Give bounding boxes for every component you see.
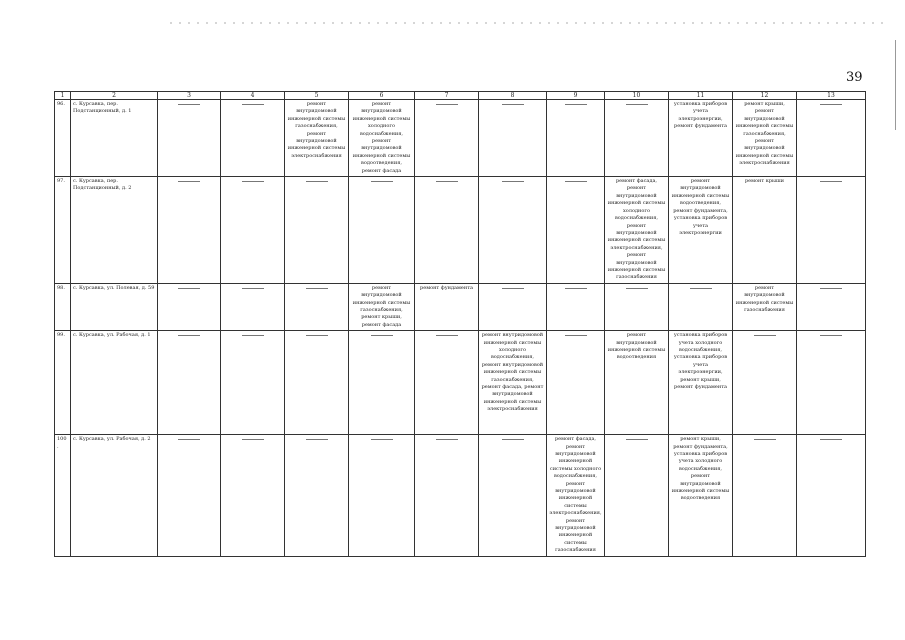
- empty-cell: [415, 100, 479, 177]
- empty-cell: [158, 177, 221, 284]
- address-cell: с. Курсавка, ул. Рабочая, д. 2: [71, 435, 158, 557]
- empty-cell: [285, 177, 349, 284]
- work-cell: ремонт фасада, ремонт внутридомовой инженерной системы холодного водоснабжения, ремонт внутридомовой инженерной системы электроснабжения, ремонт внутридомовой инженерной системы газоснабжения: [547, 435, 605, 557]
- empty-cell: [158, 283, 221, 330]
- table-row: [55, 100, 866, 177]
- dash-mark: [626, 104, 648, 105]
- work-cell: ремонт фасада, ремонт внутридомовой инженерной системы холодного водоснабжения, ремонт внутридомовой инженерной системы электроснабжения, ремонт внутридомовой инженерной системы газоснабжения: [605, 177, 669, 284]
- scan-edge: [895, 40, 896, 130]
- dash-mark: [178, 181, 200, 182]
- header-cell: 7: [415, 92, 479, 100]
- header-cell: 10: [605, 92, 669, 100]
- row-number: 97.: [55, 177, 71, 284]
- header-cell: 8: [479, 92, 547, 100]
- empty-cell: [669, 283, 733, 330]
- header-cell: 2: [71, 92, 158, 100]
- empty-cell: [479, 177, 547, 284]
- dash-mark: [371, 335, 393, 336]
- address-cell: с. Курсавка, пер. Подстанционный, д. 2: [71, 177, 158, 284]
- header-cell: 5: [285, 92, 349, 100]
- address-cell: с. Курсавка, ул. Рабочая, д. 1: [71, 331, 158, 435]
- dash-mark: [178, 104, 200, 105]
- dash-mark: [306, 181, 328, 182]
- empty-cell: [547, 283, 605, 330]
- empty-cell: [479, 435, 547, 557]
- dash-mark: [306, 288, 328, 289]
- empty-cell: [547, 331, 605, 435]
- empty-cell: [547, 177, 605, 284]
- dash-mark: [178, 288, 200, 289]
- row-number: 98.: [55, 283, 71, 330]
- dash-mark: [371, 181, 393, 182]
- scan-noise: [170, 22, 890, 24]
- dash-mark: [242, 335, 264, 336]
- header-cell: 4: [221, 92, 285, 100]
- empty-cell: [797, 283, 866, 330]
- empty-cell: [158, 435, 221, 557]
- work-cell: ремонт крыши, ремонт фундамента, установка приборов учета холодного водоснабжения, ремонт внутридомовой инженерной системы водоотведения: [669, 435, 733, 557]
- table-row: [55, 283, 866, 330]
- dash-mark: [436, 439, 458, 440]
- row-number: 99.: [55, 331, 71, 435]
- empty-cell: [221, 177, 285, 284]
- header-cell: 1: [55, 92, 71, 100]
- empty-cell: [797, 100, 866, 177]
- empty-cell: [415, 331, 479, 435]
- header-cell: 6: [349, 92, 415, 100]
- dash-mark: [178, 335, 200, 336]
- empty-cell: [479, 100, 547, 177]
- empty-cell: [221, 100, 285, 177]
- header-cell: 13: [797, 92, 866, 100]
- table-row: [55, 331, 866, 435]
- dash-mark: [626, 288, 648, 289]
- dash-mark: [371, 439, 393, 440]
- empty-cell: [221, 283, 285, 330]
- empty-cell: [285, 283, 349, 330]
- dash-mark: [754, 439, 776, 440]
- empty-cell: [221, 435, 285, 557]
- empty-cell: [158, 100, 221, 177]
- dash-mark: [242, 439, 264, 440]
- empty-cell: [733, 435, 797, 557]
- work-cell: ремонт внутридомовой инженерной системы газоснабжения, ремонт внутридомовой инженерной системы электроснабжения: [285, 100, 349, 177]
- row-number: 96.: [55, 100, 71, 177]
- table-row: [55, 435, 866, 557]
- empty-cell: [605, 283, 669, 330]
- dash-mark: [754, 335, 776, 336]
- dash-mark: [306, 335, 328, 336]
- table-row: [55, 177, 866, 284]
- dash-mark: [242, 181, 264, 182]
- page-number: 39: [846, 70, 863, 85]
- dash-mark: [502, 439, 524, 440]
- empty-cell: [605, 435, 669, 557]
- empty-cell: [285, 435, 349, 557]
- dash-mark: [565, 181, 587, 182]
- empty-cell: [479, 283, 547, 330]
- dash-mark: [690, 288, 712, 289]
- dash-mark: [502, 104, 524, 105]
- empty-cell: [415, 435, 479, 557]
- work-cell: ремонт фундамента: [415, 283, 479, 330]
- work-cell: установка приборов учета холодного водоснабжения, установка приборов учета электроэнергии, ремонт крыши, ремонт фундамента: [669, 331, 733, 435]
- work-cell: установка приборов учета электроэнергии, ремонт фундамента: [669, 100, 733, 177]
- work-cell: ремонт внутридомовой инженерной системы газоснабжения, ремонт крыши, ремонт фасада: [349, 283, 415, 330]
- empty-cell: [158, 331, 221, 435]
- repair-schedule-table: [54, 91, 866, 557]
- dash-mark: [820, 335, 842, 336]
- empty-cell: [221, 331, 285, 435]
- dash-mark: [242, 104, 264, 105]
- work-cell: ремонт внутридомовой инженерной системы газоснабжения: [733, 283, 797, 330]
- work-cell: ремонт внутридомовой инженерной системы холодного водоснабжения, ремонт внутридомовой инженерной системы водоотведения, ремонт фасада: [349, 100, 415, 177]
- empty-cell: [547, 100, 605, 177]
- dash-mark: [502, 288, 524, 289]
- empty-cell: [797, 331, 866, 435]
- dash-mark: [820, 439, 842, 440]
- dash-mark: [565, 335, 587, 336]
- work-cell: ремонт крыши, ремонт внутридомовой инженерной системы газоснабжения, ремонт внутридомовой инженерной системы электроснабжения: [733, 100, 797, 177]
- dash-mark: [178, 439, 200, 440]
- header-cell: 11: [669, 92, 733, 100]
- dash-mark: [436, 104, 458, 105]
- header-cell: 12: [733, 92, 797, 100]
- empty-cell: [349, 331, 415, 435]
- empty-cell: [415, 177, 479, 284]
- empty-cell: [605, 100, 669, 177]
- empty-cell: [349, 435, 415, 557]
- work-cell: ремонт внутридомовой инженерной системы холодного водоснабжения, ремонт внутридомовой инженерной системы газоснабжения, ремонт фасада, ремонт внутридомовой инженерной системы электроснабжения: [479, 331, 547, 435]
- dash-mark: [565, 288, 587, 289]
- empty-cell: [349, 177, 415, 284]
- header-row: [55, 92, 866, 100]
- dash-mark: [565, 104, 587, 105]
- empty-cell: [285, 331, 349, 435]
- dash-mark: [436, 335, 458, 336]
- work-cell: ремонт внутридомовой инженерной системы водоотведения: [605, 331, 669, 435]
- dash-mark: [626, 439, 648, 440]
- header-cell: 9: [547, 92, 605, 100]
- dash-mark: [436, 181, 458, 182]
- empty-cell: [797, 435, 866, 557]
- dash-mark: [820, 181, 842, 182]
- dash-mark: [502, 181, 524, 182]
- dash-mark: [242, 288, 264, 289]
- dash-mark: [306, 439, 328, 440]
- work-cell: ремонт внутридомовой инженерной системы водоотведения, ремонт фундамента, установка приборов учета электроэнергии: [669, 177, 733, 284]
- empty-cell: [797, 177, 866, 284]
- address-cell: с. Курсавка, ул. Полевая, д. 59: [71, 283, 158, 330]
- dash-mark: [820, 104, 842, 105]
- row-number: 100.: [55, 435, 71, 557]
- header-cell: 3: [158, 92, 221, 100]
- dash-mark: [820, 288, 842, 289]
- work-cell: ремонт крыши: [733, 177, 797, 284]
- empty-cell: [733, 331, 797, 435]
- address-cell: с. Курсавка, пер. Подстанционный, д. 1: [71, 100, 158, 177]
